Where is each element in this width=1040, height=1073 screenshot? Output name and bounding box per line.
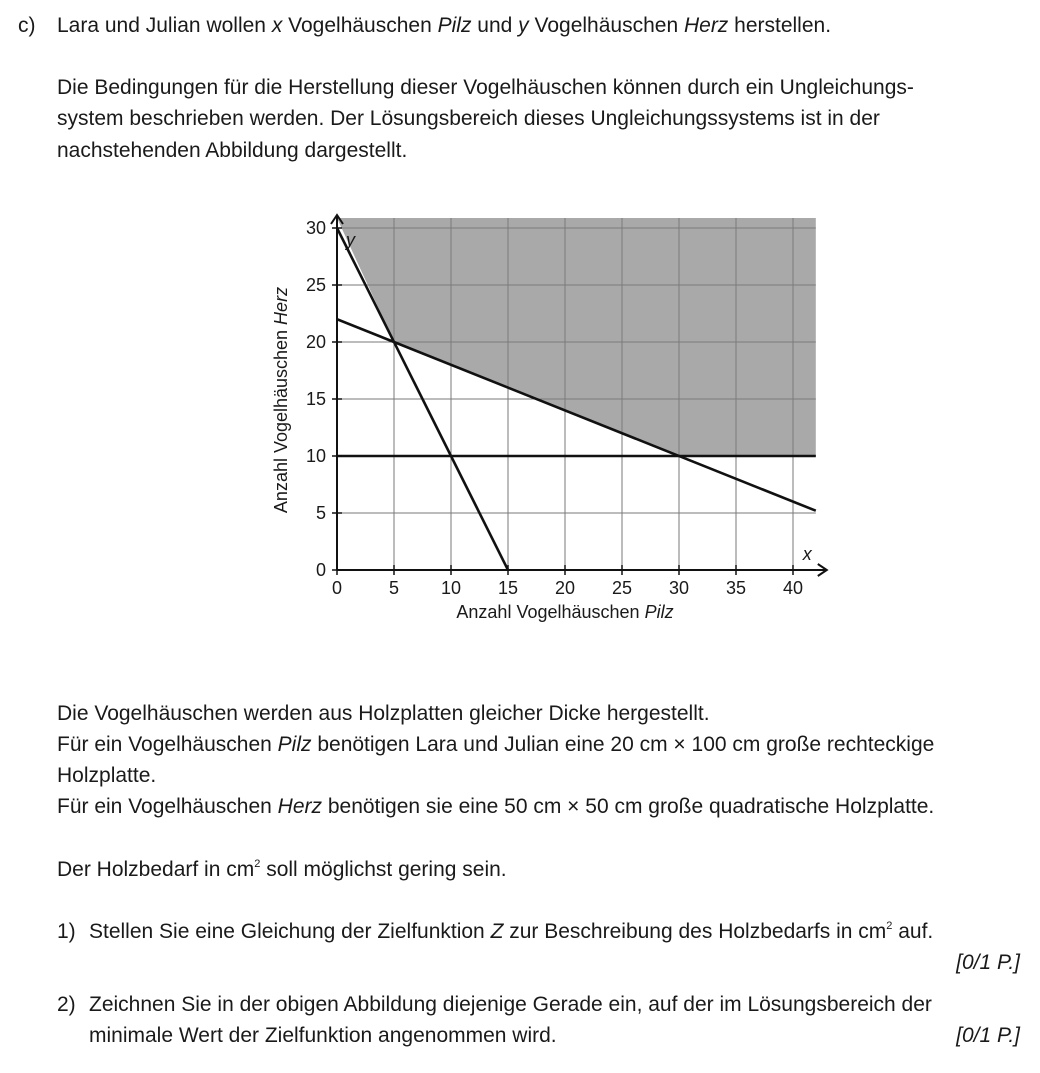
task-2-points: [0/1 P.] <box>956 1024 1020 1047</box>
x-axis-symbol: x <box>802 544 812 564</box>
intro-sentence: Lara und Julian wollen x Vogelhäuschen Pilz und y Vogelhäuschen Herz herstellen. <box>57 14 832 37</box>
requirement: Der Holzbedarf in $cm^2$ soll möglichst gering sein. <box>57 858 507 881</box>
task-2-line-2: minimale Wert der Zielfunktion angenommen wird. <box>89 1024 557 1047</box>
paragraph-line-3: nachstehenden Abbildung dargestellt. <box>57 139 408 162</box>
solution-region <box>337 218 816 456</box>
task-1-number: 1) <box>57 920 76 943</box>
y-tick-label-30: 30 <box>305 218 326 238</box>
wood-line-4: Für ein Vogelhäuschen Herz benötigen sie eine 50 cm × 50 cm große quadratische Holzplatte. <box>57 795 935 818</box>
y-tick-label-10: 10 <box>305 446 326 466</box>
x-tick-label-20: 20 <box>554 578 576 598</box>
paragraph-line-1: Die Bedingungen für die Herstellung dieser Vogelhäuschen können durch ein Ungleichungs- <box>57 76 914 99</box>
x-tick-label-5: 5 <box>388 578 400 598</box>
x-tick-label-0: 0 <box>331 578 343 598</box>
y-axis-label: Anzahl Vogelhäuschen Herz <box>271 286 291 514</box>
task-2-number: 2) <box>57 993 76 1016</box>
part-label: c) <box>18 14 36 37</box>
task-1-text: Stellen Sie eine Gleichung der Zielfunktion Z zur Beschreibung des Holzbedarfs in $cm^2$ auf. <box>89 920 934 943</box>
wood-line-3: Holzplatte. <box>57 764 157 787</box>
x-tick-label-30: 30 <box>668 578 690 598</box>
wood-line-1: Die Vogelhäuschen werden aus Holzplatten gleicher Dicke hergestellt. <box>57 702 710 725</box>
y-tick-label-5: 5 <box>315 503 326 523</box>
x-tick-label-10: 10 <box>440 578 462 598</box>
y-tick-label-20: 20 <box>305 332 326 352</box>
task-2-line-1: Zeichnen Sie in der obigen Abbildung diejenige Gerade ein, auf der im Lösungsbereich der <box>89 993 932 1016</box>
x-tick-label-40: 40 <box>782 578 804 598</box>
x-axis-label: Anzahl Vogelhäuschen Pilz <box>456 602 674 622</box>
y-tick-label-0: 0 <box>315 560 326 580</box>
x-tick-label-25: 25 <box>611 578 633 598</box>
x-tick-label-15: 15 <box>497 578 519 598</box>
wood-line-2: Für ein Vogelhäuschen Pilz benötigen Lara und Julian eine 20 cm × 100 cm große rechteckige <box>57 733 935 756</box>
solution-region-chart <box>260 180 830 635</box>
y-axis-symbol: y <box>346 230 355 250</box>
x-tick-label-35: 35 <box>725 578 747 598</box>
paragraph-line-2: system beschrieben werden. Der Lösungsbereich dieses Ungleichungssystems ist in der <box>57 107 880 130</box>
y-tick-label-15: 15 <box>305 389 326 409</box>
task-1-points: [0/1 P.] <box>956 951 1020 974</box>
y-tick-label-25: 25 <box>305 275 326 295</box>
